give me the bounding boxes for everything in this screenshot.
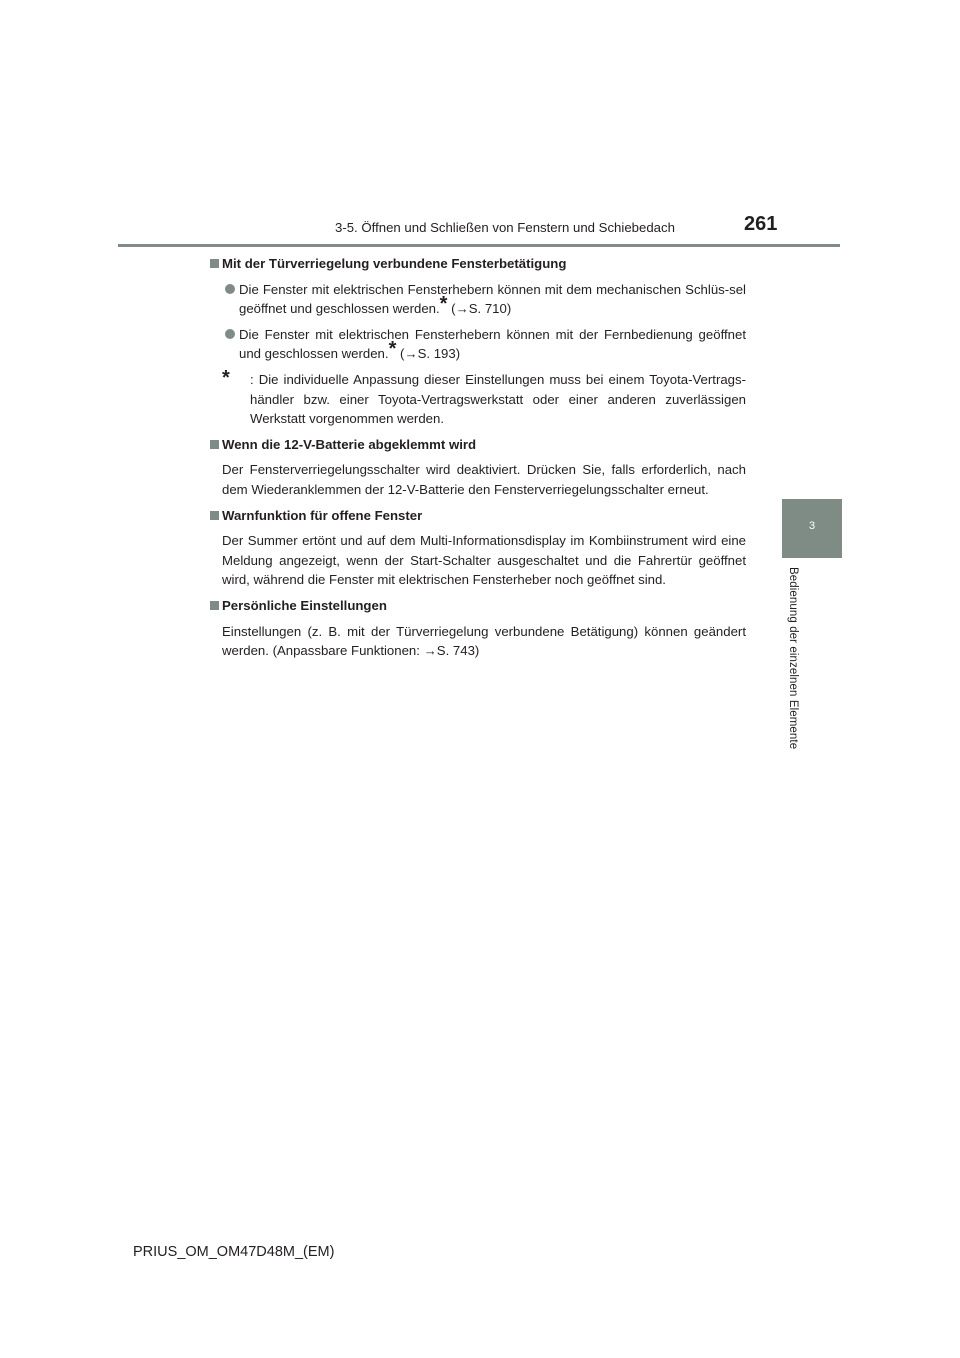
header-section-title: 3-5. Öffnen und Schließen von Fenstern und Schiebedach: [335, 220, 675, 235]
chapter-title: Bedienung der einzelnen Elemente: [787, 567, 799, 750]
section-heading-text: Warnfunktion für offene Fenster: [222, 507, 423, 523]
chapter-number: 3: [808, 520, 816, 532]
square-bullet-icon: [210, 259, 219, 268]
section-heading-text: Mit der Türverriegelung verbundene Fensterbetätigung: [222, 256, 567, 271]
list-item: [210, 280, 746, 319]
section-heading: [210, 506, 746, 526]
section-heading: [210, 435, 746, 455]
header-divider: [118, 244, 840, 247]
document-code: PRIUS_OM_OM47D48M_(EM): [133, 1244, 335, 1260]
list-item-text: Die Fenster mit elektrischen Fensterhebern können mit dem mechanischen Schlüs-sel geöffnet und geschlossen werden.: [239, 281, 746, 317]
section-heading: [210, 254, 746, 274]
circle-bullet-icon: [225, 329, 235, 339]
footnote-star: *: [439, 293, 448, 316]
footnote-text: : Die individuelle Anpassung dieser Einstellungen muss bei einem Toyota-Vertrags-händler bzw. einer Toyota-Vertragswerkstatt oder einer anderen zuverlässigen Werkstatt vorgenommen werden.: [250, 371, 746, 427]
page-reference[interactable]: (→S. 193): [396, 346, 461, 362]
footnote: [210, 366, 746, 429]
section-heading-text: Persönliche Einstellungen: [222, 597, 387, 613]
square-bullet-icon: [210, 440, 219, 449]
footnote-mark-wrap: [222, 366, 230, 389]
list-item: [210, 325, 746, 364]
page-content: [210, 254, 746, 667]
square-bullet-icon: [210, 511, 219, 520]
section-text: Der Fensterverriegelungsschalter wird deaktiviert. Drücken Sie, falls erforderlich, nach dem Wiederanklemmen der 12-V-Batterie den Fensterverriegelungsschalter erneut.: [222, 462, 746, 497]
footnote-star: *: [388, 338, 397, 361]
section-heading: [210, 596, 746, 616]
section-heading-text: Wenn die 12-V-Batterie abgeklemmt wird: [222, 436, 477, 452]
page-reference[interactable]: (→S. 710): [447, 301, 512, 317]
footnote-mark: *: [222, 366, 230, 389]
circle-bullet-icon: [225, 284, 235, 294]
section-text: Der Summer ertönt und auf dem Multi-Informationsdisplay im Kombiinstrument wird eine Meldung angezeigt, wenn der Start-Schalter ausgeschaltet und die Fahrertür geöffnet wird, während die Fenster mit elektrischen Fensterheber noch geöffnet sind.: [222, 533, 746, 588]
page-number: 261: [744, 213, 778, 235]
section-text: Einstellungen (z. B. mit der Türverriegelung verbundene Betätigung) können geändert werden. (Anpassbare Funktionen: →S. 743): [222, 623, 746, 659]
list-item-text: Die Fenster mit elektrischen Fensterhebern können mit der Fernbedienung geöffnet und geschlossen werden.: [239, 326, 746, 362]
square-bullet-icon: [210, 601, 219, 610]
